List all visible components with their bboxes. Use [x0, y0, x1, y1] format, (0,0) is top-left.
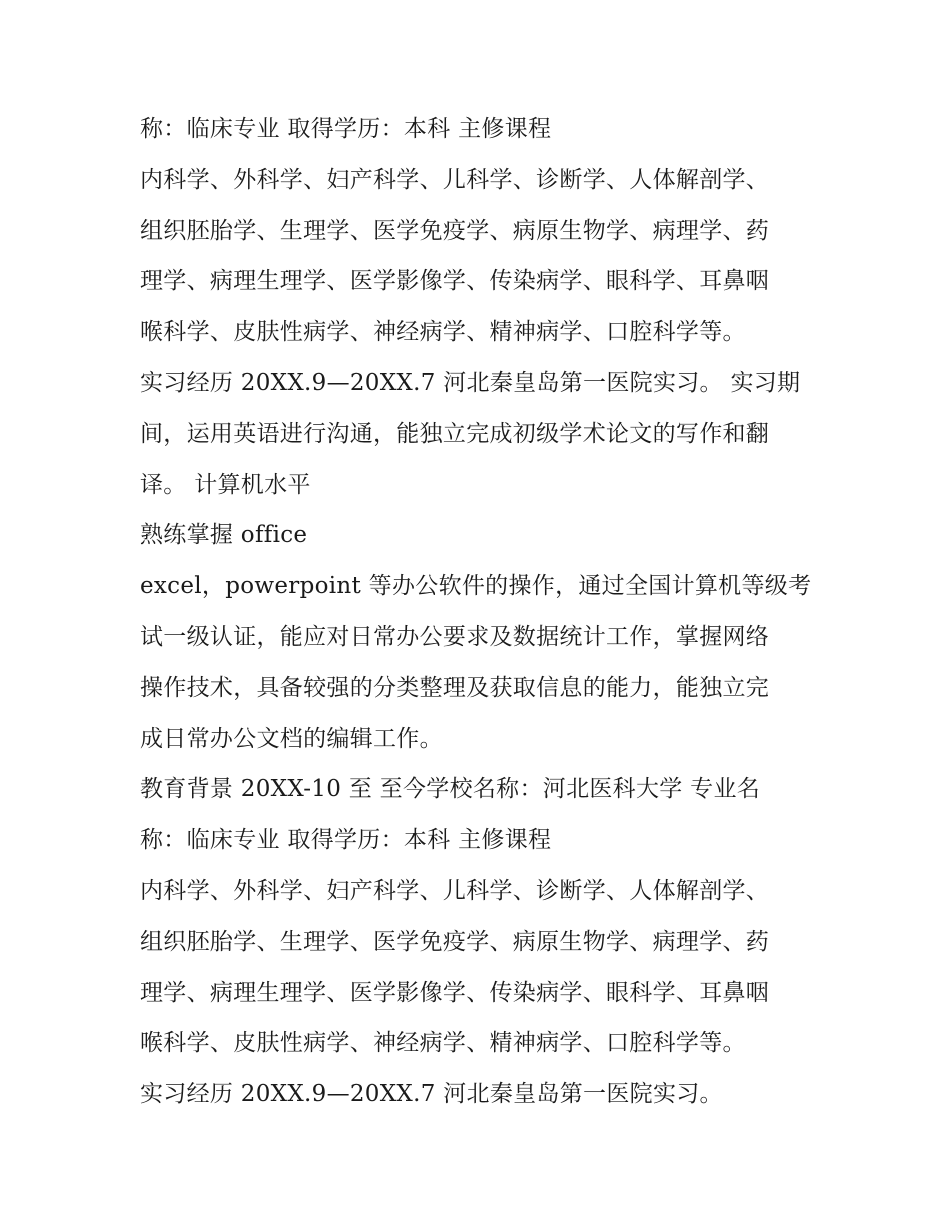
text-line: 称：临床专业 取得学历：本科 主修课程: [140, 116, 552, 142]
text-line: 理学、病理生理学、医学影像学、传染病学、眼科学、耳鼻咽: [140, 268, 770, 295]
text-line: 内科学、外科学、妇产科学、儿科学、诊断学、人体解剖学、: [140, 166, 770, 193]
text-line: excel，powerpoint 等办公软件的操作，通过全国计算机等级考: [140, 573, 812, 600]
text-line: 试一级认证，能应对日常办公要求及数据统计工作，掌握网络: [140, 623, 770, 650]
text-line: 喉科学、皮肤性病学、神经病学、精神病学、口腔科学等。: [140, 319, 746, 346]
text-line: 成日常办公文档的编辑工作。: [140, 725, 443, 752]
text-line: 组织胚胎学、生理学、医学免疫学、病原生物学、病理学、药: [140, 928, 770, 955]
text-line: 组织胚胎学、生理学、医学免疫学、病原生物学、病理学、药: [140, 217, 770, 244]
text-line: 教育背景 20XX-10 至 至今学校名称：河北医科大学 专业名: [140, 776, 761, 803]
text-line: 译。 计算机水平: [140, 471, 311, 498]
text-line: 喉科学、皮肤性病学、神经病学、精神病学、口腔科学等。: [140, 1030, 746, 1057]
text-line: 理学、病理生理学、医学影像学、传染病学、眼科学、耳鼻咽: [140, 979, 770, 1006]
text-line: 熟练掌握 office: [140, 522, 308, 549]
text-line: 操作技术，具备较强的分类整理及获取信息的能力，能独立完: [140, 674, 770, 701]
text-line: 称：临床专业 取得学历：本科 主修课程: [140, 827, 552, 854]
document-body: [140, 104, 820, 1120]
text-line: 内科学、外科学、妇产科学、儿科学、诊断学、人体解剖学、: [140, 877, 770, 904]
text-line: 间，运用英语进行沟通，能独立完成初级学术论文的写作和翻: [140, 420, 770, 447]
text-line: 实习经历 20XX.9—20XX.7 河北秦皇岛第一医院实习。 实习期: [140, 369, 801, 396]
text-line: 实习经历 20XX.9—20XX.7 河北秦皇岛第一医院实习。: [140, 1081, 723, 1108]
